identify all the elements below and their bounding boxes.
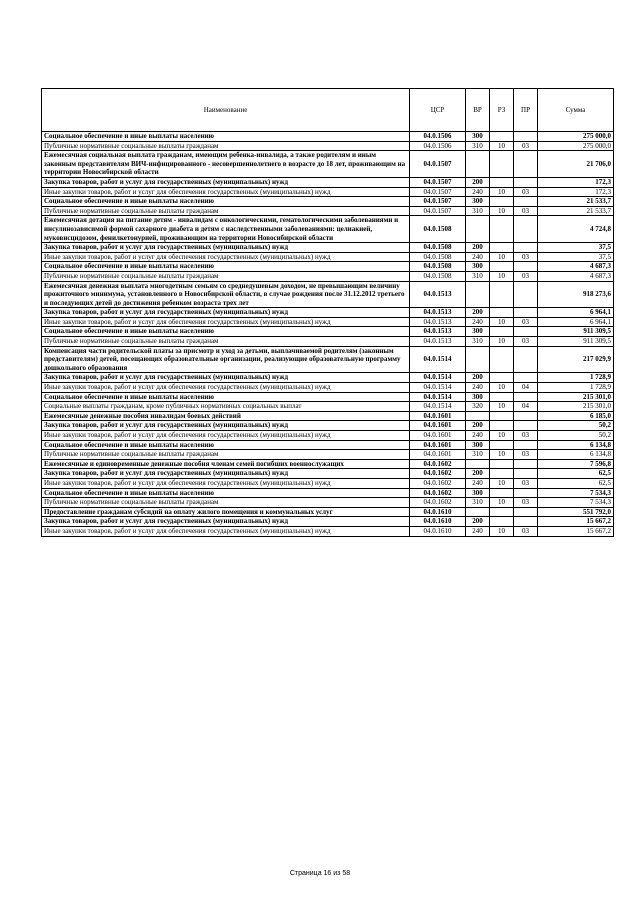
cell-vr: 200 xyxy=(466,243,490,253)
cell-name: Закупка товаров, работ и услуг для государственных (муниципальных) нужд xyxy=(42,308,410,318)
cell-name: Закупка товаров, работ и услуг для государственных (муниципальных) нужд xyxy=(42,177,410,187)
cell-rz xyxy=(490,346,514,373)
cell-vr: 300 xyxy=(466,488,490,498)
cell-csr: 04.0.1507 xyxy=(410,206,466,216)
cell-pr xyxy=(514,243,538,253)
cell-rz xyxy=(490,281,514,308)
cell-pr xyxy=(514,281,538,308)
cell-csr: 04.0.1513 xyxy=(410,317,466,327)
cell-csr: 04.0.1507 xyxy=(410,151,466,178)
cell-pr xyxy=(514,327,538,337)
cell-vr xyxy=(466,216,490,243)
cell-pr: 03 xyxy=(514,450,538,460)
cell-rz xyxy=(490,216,514,243)
cell-sum: 7 534,3 xyxy=(538,488,614,498)
cell-sum: 50,2 xyxy=(538,431,614,441)
cell-sum: 6 964,1 xyxy=(538,308,614,318)
cell-pr: 03 xyxy=(514,431,538,441)
table-row xyxy=(42,488,614,498)
table-row xyxy=(42,317,614,327)
cell-pr xyxy=(514,177,538,187)
cell-pr: 03 xyxy=(514,526,538,536)
cell-rz xyxy=(490,459,514,469)
budget-table xyxy=(41,88,614,537)
cell-pr: 03 xyxy=(514,252,538,262)
cell-name: Иные закупки товаров, работ и услуг для обеспечения государственных (муниципальных) нужд xyxy=(42,187,410,197)
cell-pr xyxy=(514,469,538,479)
cell-rz: 10 xyxy=(490,383,514,393)
header-vr: ВР xyxy=(466,89,490,132)
cell-rz xyxy=(490,132,514,142)
cell-name: Социальное обеспечение и иные выплаты населению xyxy=(42,392,410,402)
cell-sum: 911 309,5 xyxy=(538,327,614,337)
cell-csr: 04.0.1601 xyxy=(410,421,466,431)
cell-csr: 04.0.1507 xyxy=(410,177,466,187)
cell-vr: 240 xyxy=(466,187,490,197)
cell-vr: 300 xyxy=(466,197,490,207)
cell-rz: 10 xyxy=(490,337,514,347)
cell-sum: 21 533,7 xyxy=(538,197,614,207)
cell-name: Публичные нормативные социальные выплаты гражданам xyxy=(42,337,410,347)
cell-pr: 03 xyxy=(514,498,538,508)
cell-pr xyxy=(514,421,538,431)
table-row xyxy=(42,308,614,318)
cell-csr: 04.0.1602 xyxy=(410,498,466,508)
cell-sum: 21 533,7 xyxy=(538,206,614,216)
cell-name: Иные закупки товаров, работ и услуг для обеспечения государственных (муниципальных) нужд xyxy=(42,252,410,262)
cell-rz: 10 xyxy=(490,431,514,441)
cell-pr xyxy=(514,459,538,469)
cell-name: Публичные нормативные социальные выплаты гражданам xyxy=(42,206,410,216)
cell-csr: 04.0.1601 xyxy=(410,431,466,441)
cell-rz xyxy=(490,151,514,178)
cell-rz: 10 xyxy=(490,206,514,216)
cell-rz xyxy=(490,469,514,479)
cell-vr: 320 xyxy=(466,402,490,412)
cell-sum: 50,2 xyxy=(538,421,614,431)
table-row xyxy=(42,346,614,373)
cell-rz: 10 xyxy=(490,450,514,460)
cell-vr: 200 xyxy=(466,177,490,187)
cell-vr: 300 xyxy=(466,440,490,450)
cell-pr xyxy=(514,262,538,272)
cell-name: Социальное обеспечение и иные выплаты населению xyxy=(42,197,410,207)
cell-sum: 6 134,8 xyxy=(538,440,614,450)
cell-pr: 04 xyxy=(514,383,538,393)
cell-pr xyxy=(514,411,538,421)
cell-csr: 04.0.1506 xyxy=(410,141,466,151)
cell-vr: 200 xyxy=(466,469,490,479)
cell-sum: 6 134,8 xyxy=(538,450,614,460)
cell-rz: 10 xyxy=(490,498,514,508)
table-row xyxy=(42,151,614,178)
table-row xyxy=(42,392,614,402)
cell-csr: 04.0.1514 xyxy=(410,373,466,383)
cell-csr: 04.0.1610 xyxy=(410,507,466,517)
cell-pr xyxy=(514,308,538,318)
table-row xyxy=(42,383,614,393)
cell-pr xyxy=(514,392,538,402)
cell-sum: 215 301,0 xyxy=(538,392,614,402)
table-row xyxy=(42,498,614,508)
table-row xyxy=(42,177,614,187)
cell-name: Иные закупки товаров, работ и услуг для обеспечения государственных (муниципальных) нужд xyxy=(42,526,410,536)
table-row xyxy=(42,337,614,347)
cell-sum: 1 728,9 xyxy=(538,373,614,383)
cell-sum: 918 273,6 xyxy=(538,281,614,308)
table-row xyxy=(42,411,614,421)
cell-rz: 10 xyxy=(490,402,514,412)
cell-rz xyxy=(490,262,514,272)
cell-rz xyxy=(490,507,514,517)
cell-name: Предоставление гражданам субсидий на оплату жилого помещения и коммунальных услуг xyxy=(42,507,410,517)
cell-name: Публичные нормативные социальные выплаты гражданам xyxy=(42,141,410,151)
table-row xyxy=(42,526,614,536)
cell-name: Закупка товаров, работ и услуг для государственных (муниципальных) нужд xyxy=(42,373,410,383)
cell-rz xyxy=(490,440,514,450)
cell-name: Иные закупки товаров, работ и услуг для обеспечения государственных (муниципальных) нужд xyxy=(42,478,410,488)
cell-csr: 04.0.1601 xyxy=(410,440,466,450)
cell-csr: 04.0.1513 xyxy=(410,308,466,318)
table-row xyxy=(42,440,614,450)
cell-sum: 215 301,0 xyxy=(538,402,614,412)
cell-pr: 03 xyxy=(514,317,538,327)
cell-rz: 10 xyxy=(490,252,514,262)
table-row xyxy=(42,271,614,281)
table-row xyxy=(42,132,614,142)
cell-pr xyxy=(514,373,538,383)
table-row xyxy=(42,281,614,308)
table-row xyxy=(42,187,614,197)
cell-vr: 300 xyxy=(466,327,490,337)
cell-pr xyxy=(514,151,538,178)
cell-name: Социальное обеспечение и иные выплаты населению xyxy=(42,327,410,337)
cell-name: Компенсация части родительской платы за присмотр и уход за детьми, выплачиваемой родителям (законным представителям) детей, посещающих образовательные организации, реализующие образовательную программу дошкольного образования xyxy=(42,346,410,373)
cell-pr xyxy=(514,440,538,450)
cell-name: Закупка товаров, работ и услуг для государственных (муниципальных) нужд xyxy=(42,517,410,527)
cell-vr xyxy=(466,346,490,373)
cell-name: Социальное обеспечение и иные выплаты населению xyxy=(42,440,410,450)
cell-csr: 04.0.1513 xyxy=(410,327,466,337)
cell-pr xyxy=(514,488,538,498)
cell-vr: 200 xyxy=(466,308,490,318)
cell-vr: 200 xyxy=(466,517,490,527)
cell-csr: 04.0.1514 xyxy=(410,402,466,412)
cell-name: Иные закупки товаров, работ и услуг для обеспечения государственных (муниципальных) нужд xyxy=(42,431,410,441)
cell-vr: 240 xyxy=(466,317,490,327)
table-row xyxy=(42,421,614,431)
cell-vr: 310 xyxy=(466,450,490,460)
cell-name: Социальные выплаты гражданам, кроме публичных нормативных социальных выплат xyxy=(42,402,410,412)
cell-vr xyxy=(466,507,490,517)
cell-vr xyxy=(466,411,490,421)
cell-sum: 172,3 xyxy=(538,177,614,187)
cell-pr: 03 xyxy=(514,141,538,151)
cell-sum: 6 964,1 xyxy=(538,317,614,327)
cell-vr: 310 xyxy=(466,337,490,347)
cell-pr xyxy=(514,197,538,207)
cell-vr: 200 xyxy=(466,373,490,383)
cell-pr: 03 xyxy=(514,478,538,488)
cell-csr: 04.0.1508 xyxy=(410,252,466,262)
cell-vr: 240 xyxy=(466,478,490,488)
cell-pr xyxy=(514,507,538,517)
cell-name: Ежемесячные и единовременные денежные пособия членам семей погибших военнослужащих xyxy=(42,459,410,469)
table-row xyxy=(42,450,614,460)
cell-rz: 10 xyxy=(490,478,514,488)
cell-name: Социальное обеспечение и иные выплаты населению xyxy=(42,262,410,272)
cell-pr: 03 xyxy=(514,206,538,216)
header-rz: РЗ xyxy=(490,89,514,132)
cell-name: Закупка товаров, работ и услуг для государственных (муниципальных) нужд xyxy=(42,469,410,479)
cell-rz: 10 xyxy=(490,526,514,536)
cell-sum: 551 792,0 xyxy=(538,507,614,517)
cell-vr: 310 xyxy=(466,498,490,508)
table-row xyxy=(42,327,614,337)
table-row xyxy=(42,517,614,527)
table-row xyxy=(42,373,614,383)
cell-vr xyxy=(466,459,490,469)
cell-csr: 04.0.1508 xyxy=(410,271,466,281)
cell-sum: 62,5 xyxy=(538,478,614,488)
cell-csr: 04.0.1513 xyxy=(410,281,466,308)
cell-rz xyxy=(490,177,514,187)
cell-csr: 04.0.1508 xyxy=(410,243,466,253)
cell-pr: 03 xyxy=(514,187,538,197)
cell-csr: 04.0.1508 xyxy=(410,262,466,272)
cell-vr: 240 xyxy=(466,526,490,536)
cell-name: Иные закупки товаров, работ и услуг для обеспечения государственных (муниципальных) нужд xyxy=(42,383,410,393)
cell-sum: 172,3 xyxy=(538,187,614,197)
table-row xyxy=(42,197,614,207)
table-header-row xyxy=(42,89,614,132)
cell-rz: 10 xyxy=(490,317,514,327)
cell-vr: 300 xyxy=(466,392,490,402)
page-number: Страница 16 из 58 xyxy=(289,870,351,877)
cell-sum: 37,5 xyxy=(538,243,614,253)
cell-vr: 310 xyxy=(466,141,490,151)
cell-vr: 310 xyxy=(466,206,490,216)
cell-sum: 37,5 xyxy=(538,252,614,262)
budget-table-container xyxy=(41,88,613,537)
header-name: Наименование xyxy=(42,89,410,132)
cell-rz xyxy=(490,308,514,318)
cell-csr: 04.0.1507 xyxy=(410,197,466,207)
cell-sum: 1 728,9 xyxy=(538,383,614,393)
cell-csr: 04.0.1602 xyxy=(410,459,466,469)
cell-sum: 7 534,3 xyxy=(538,498,614,508)
table-body xyxy=(42,132,614,537)
table-row xyxy=(42,206,614,216)
cell-name: Закупка товаров, работ и услуг для государственных (муниципальных) нужд xyxy=(42,243,410,253)
cell-sum: 7 596,8 xyxy=(538,459,614,469)
table-row xyxy=(42,507,614,517)
cell-pr xyxy=(514,132,538,142)
cell-vr: 240 xyxy=(466,383,490,393)
cell-csr: 04.0.1602 xyxy=(410,478,466,488)
table-row xyxy=(42,141,614,151)
table-row xyxy=(42,469,614,479)
table-row xyxy=(42,459,614,469)
table-row xyxy=(42,216,614,243)
cell-csr: 04.0.1506 xyxy=(410,132,466,142)
cell-name: Публичные нормативные социальные выплаты гражданам xyxy=(42,271,410,281)
cell-csr: 04.0.1508 xyxy=(410,216,466,243)
cell-csr: 04.0.1513 xyxy=(410,337,466,347)
cell-vr xyxy=(466,151,490,178)
cell-name: Ежемесячная дотация на питание детям - инвалидам с онкологическими, гематологическими заболеваниями и инсулинозависимой формой сахарного диабета и детям с наследственными заболеваниями: целиакией, муковисцидозом, фенилкетонурией, проживающим на территории Новосибирской области xyxy=(42,216,410,243)
cell-sum: 4 687,3 xyxy=(538,262,614,272)
cell-rz xyxy=(490,197,514,207)
cell-name: Социальное обеспечение и иные выплаты населению xyxy=(42,132,410,142)
cell-sum: 62,5 xyxy=(538,469,614,479)
cell-pr xyxy=(514,517,538,527)
cell-sum: 217 029,9 xyxy=(538,346,614,373)
cell-rz: 10 xyxy=(490,141,514,151)
cell-pr xyxy=(514,216,538,243)
cell-rz xyxy=(490,243,514,253)
cell-name: Ежемесячная денежная выплата многодетным семьям со среднедушевым доходом, не превышающим величину прожиточного минимума, установленного в Новосибирской области, в случае рождения после 31.12.2012 третьего и последующих детей до достижения ребенком возраста трех лет xyxy=(42,281,410,308)
cell-name: Ежемесячные денежные пособия инвалидам боевых действий xyxy=(42,411,410,421)
cell-csr: 04.0.1610 xyxy=(410,526,466,536)
cell-csr: 04.0.1514 xyxy=(410,383,466,393)
cell-vr: 240 xyxy=(466,252,490,262)
table-row xyxy=(42,262,614,272)
cell-sum: 275 000,0 xyxy=(538,141,614,151)
table-row xyxy=(42,252,614,262)
cell-sum: 21 706,0 xyxy=(538,151,614,178)
cell-csr: 04.0.1514 xyxy=(410,392,466,402)
cell-rz xyxy=(490,517,514,527)
cell-csr: 04.0.1514 xyxy=(410,346,466,373)
table-row xyxy=(42,243,614,253)
cell-vr: 240 xyxy=(466,431,490,441)
cell-csr: 04.0.1602 xyxy=(410,469,466,479)
cell-rz xyxy=(490,373,514,383)
cell-rz xyxy=(490,421,514,431)
cell-rz xyxy=(490,411,514,421)
cell-pr: 03 xyxy=(514,337,538,347)
cell-sum: 911 309,5 xyxy=(538,337,614,347)
table-row xyxy=(42,478,614,488)
cell-rz xyxy=(490,327,514,337)
header-pr: ПР xyxy=(514,89,538,132)
cell-pr: 04 xyxy=(514,402,538,412)
cell-csr: 04.0.1507 xyxy=(410,187,466,197)
cell-name: Публичные нормативные социальные выплаты гражданам xyxy=(42,450,410,460)
cell-vr: 200 xyxy=(466,421,490,431)
table-row xyxy=(42,431,614,441)
cell-rz: 10 xyxy=(490,187,514,197)
cell-sum: 4 687,3 xyxy=(538,271,614,281)
cell-name: Публичные нормативные социальные выплаты гражданам xyxy=(42,498,410,508)
cell-sum: 15 667,2 xyxy=(538,526,614,536)
cell-rz: 10 xyxy=(490,271,514,281)
cell-vr: 310 xyxy=(466,271,490,281)
cell-sum: 15 667,2 xyxy=(538,517,614,527)
cell-name: Иные закупки товаров, работ и услуг для обеспечения государственных (муниципальных) нужд xyxy=(42,317,410,327)
cell-rz xyxy=(490,488,514,498)
cell-vr xyxy=(466,281,490,308)
table-row xyxy=(42,402,614,412)
cell-csr: 04.0.1601 xyxy=(410,411,466,421)
cell-pr: 03 xyxy=(514,271,538,281)
cell-csr: 04.0.1601 xyxy=(410,450,466,460)
cell-sum: 4 724,8 xyxy=(538,216,614,243)
cell-csr: 04.0.1602 xyxy=(410,488,466,498)
cell-sum: 275 000,0 xyxy=(538,132,614,142)
cell-name: Ежемесячная социальная выплата гражданам, имеющим ребенка-инвалида, а также родителям и иным законным представителям ВИЧ-инфицированного - несовершеннолетнего в возрасте до 18 лет, проживающим на территории Новосибирской области xyxy=(42,151,410,178)
cell-name: Социальное обеспечение и иные выплаты населению xyxy=(42,488,410,498)
cell-rz xyxy=(490,392,514,402)
cell-vr: 300 xyxy=(466,262,490,272)
header-csr: ЦСР xyxy=(410,89,466,132)
cell-sum: 6 185,0 xyxy=(538,411,614,421)
cell-pr xyxy=(514,346,538,373)
cell-name: Закупка товаров, работ и услуг для государственных (муниципальных) нужд xyxy=(42,421,410,431)
header-sum: Сумма xyxy=(538,89,614,132)
cell-csr: 04.0.1610 xyxy=(410,517,466,527)
cell-vr: 300 xyxy=(466,132,490,142)
